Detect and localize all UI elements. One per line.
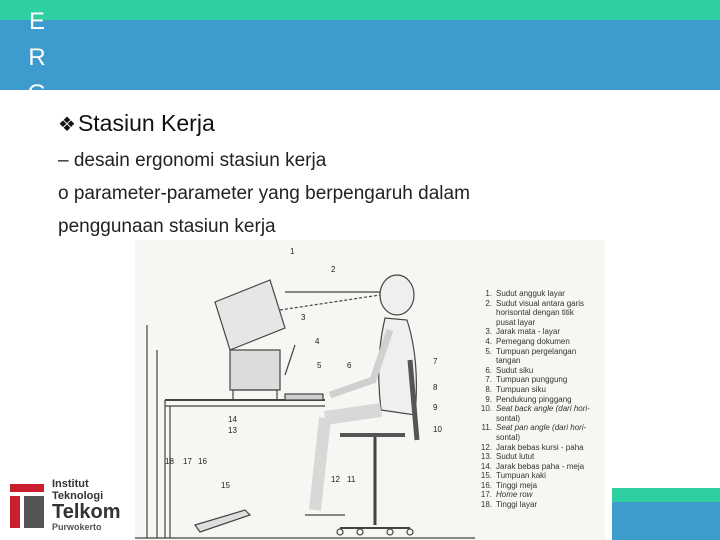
diagram-label: 9 xyxy=(433,403,438,412)
bullet-line-1: – desain ergonomi stasiun kerja xyxy=(58,150,327,171)
legend-item xyxy=(478,490,608,500)
legend-number: 3. xyxy=(485,327,492,337)
legend-item xyxy=(478,299,608,309)
legend-item xyxy=(478,337,608,347)
diagram-label: 6 xyxy=(347,361,352,370)
legend-number: 8. xyxy=(485,384,492,394)
diagram-legend xyxy=(478,289,608,510)
legend-item xyxy=(478,395,608,405)
legend-item xyxy=(478,481,608,491)
legend-number: 15. xyxy=(480,471,492,481)
legend-text: Pendukung pinggang xyxy=(496,394,572,404)
legend-item xyxy=(478,452,608,462)
legend-number: 4. xyxy=(485,336,492,346)
legend-text: Sudut visual antara garis xyxy=(496,298,585,308)
legend-text: Tinggi layar xyxy=(496,500,538,510)
legend-number: 11. xyxy=(481,423,492,433)
legend-number: 10. xyxy=(480,404,492,414)
legend-text: tangan xyxy=(496,356,521,366)
legend-item xyxy=(478,327,608,337)
legend-text: sontal) xyxy=(496,413,521,423)
legend-text: Seat pan angle (dari hori- xyxy=(496,423,587,433)
title-letter: E xyxy=(28,8,45,35)
legend-item xyxy=(478,433,608,443)
legend-number: 17. xyxy=(480,490,492,500)
header-teal-band xyxy=(0,0,720,20)
legend-number xyxy=(478,308,492,318)
corner-decoration xyxy=(612,488,720,540)
diagram-label: 14 xyxy=(228,415,237,424)
legend-item xyxy=(478,347,608,357)
legend-number xyxy=(478,414,492,424)
legend-text: Home row xyxy=(496,490,533,500)
legend-text: Jarak mata - layar xyxy=(496,327,561,337)
legend-text: Sudut siku xyxy=(496,365,534,375)
diagram-label: 7 xyxy=(433,357,438,366)
vertical-title-letters xyxy=(25,4,49,107)
legend-number: 9. xyxy=(485,394,492,404)
legend-number: 18. xyxy=(480,500,492,510)
telkom-logo-icon xyxy=(8,478,48,530)
diagram-label: 5 xyxy=(317,361,322,370)
legend-item xyxy=(478,385,608,395)
legend-number: 13. xyxy=(480,452,492,462)
legend-number: 5. xyxy=(485,346,492,356)
legend-item xyxy=(478,443,608,453)
legend-text: Seat back angle (dari hori- xyxy=(496,404,590,414)
legend-item xyxy=(478,462,608,472)
legend-text: Tumpuan punggung xyxy=(496,375,568,385)
legend-text: Tumpuan siku xyxy=(496,384,546,394)
title-letter: R xyxy=(28,44,46,71)
legend-text: Sudut angguk layar xyxy=(496,289,565,298)
diagram-label: 18 xyxy=(165,457,174,466)
diagram-label: 10 xyxy=(433,425,442,434)
legend-item xyxy=(478,500,608,510)
diagram-label: 2 xyxy=(331,265,336,274)
legend-number: 12. xyxy=(480,442,492,452)
legend-number xyxy=(478,356,492,366)
legend-item xyxy=(478,318,608,328)
legend-item xyxy=(478,375,608,385)
diagram-label: 11 xyxy=(347,475,356,484)
bullet-line-3: penggunaan stasiun kerja xyxy=(58,216,276,237)
diagram-label: 13 xyxy=(228,426,237,435)
diagram-label: 17 xyxy=(183,457,192,466)
legend-number xyxy=(478,433,492,443)
legend-text: Jarak bebas paha - meja xyxy=(496,461,585,471)
diagram-label: 15 xyxy=(221,481,230,490)
legend-item xyxy=(478,471,608,481)
legend-text: Jarak bebas kursi - paha xyxy=(496,442,584,452)
legend-number: 1. xyxy=(485,289,492,298)
diagram-label: 16 xyxy=(198,457,207,466)
legend-item xyxy=(478,423,608,433)
diagram-label: 1 xyxy=(290,247,295,256)
bullet-line-2: o parameter-parameter yang berpengaruh dalam xyxy=(58,183,470,204)
legend-item xyxy=(478,356,608,366)
diagram-label: 3 xyxy=(301,313,306,322)
diamond-bullet-icon: ❖ xyxy=(58,114,76,136)
diagram-label: 8 xyxy=(433,383,438,392)
logo-line-teknologi: Teknologi xyxy=(52,490,104,502)
legend-item xyxy=(478,366,608,376)
legend-number: 6. xyxy=(485,365,492,375)
institution-logo xyxy=(8,478,128,534)
title-letter: G xyxy=(27,80,47,107)
legend-item xyxy=(478,404,608,414)
slide-heading xyxy=(58,110,215,137)
legend-number xyxy=(478,318,492,328)
legend-text: horisontal dengan titik xyxy=(496,308,574,318)
diagram-label: 12 xyxy=(331,475,340,484)
legend-number: 7. xyxy=(485,375,492,385)
legend-text: Pemegang dokumen xyxy=(496,336,570,346)
legend-number: 16. xyxy=(480,480,492,490)
legend-text: Tumpuan kaki xyxy=(496,471,546,481)
logo-line-institut: Institut xyxy=(52,478,89,490)
legend-item xyxy=(478,289,608,299)
legend-number: 2. xyxy=(485,298,492,308)
legend-text: Tumpuan pergelangan xyxy=(496,346,577,356)
diagram-label: 4 xyxy=(315,337,320,346)
legend-text: Tinggi meja xyxy=(496,480,538,490)
legend-text: sontal) xyxy=(496,432,521,442)
logo-line-telkom: Telkom xyxy=(52,501,121,523)
legend-text: pusat layar xyxy=(496,317,536,327)
logo-line-purwokerto: Purwokerto xyxy=(52,522,102,532)
legend-number: 14. xyxy=(480,461,492,471)
header-blue-band xyxy=(0,20,720,90)
legend-item xyxy=(478,414,608,424)
legend-text: Sudut lutut xyxy=(496,452,535,462)
heading-text: Stasiun Kerja xyxy=(77,110,215,136)
legend-item xyxy=(478,308,608,318)
